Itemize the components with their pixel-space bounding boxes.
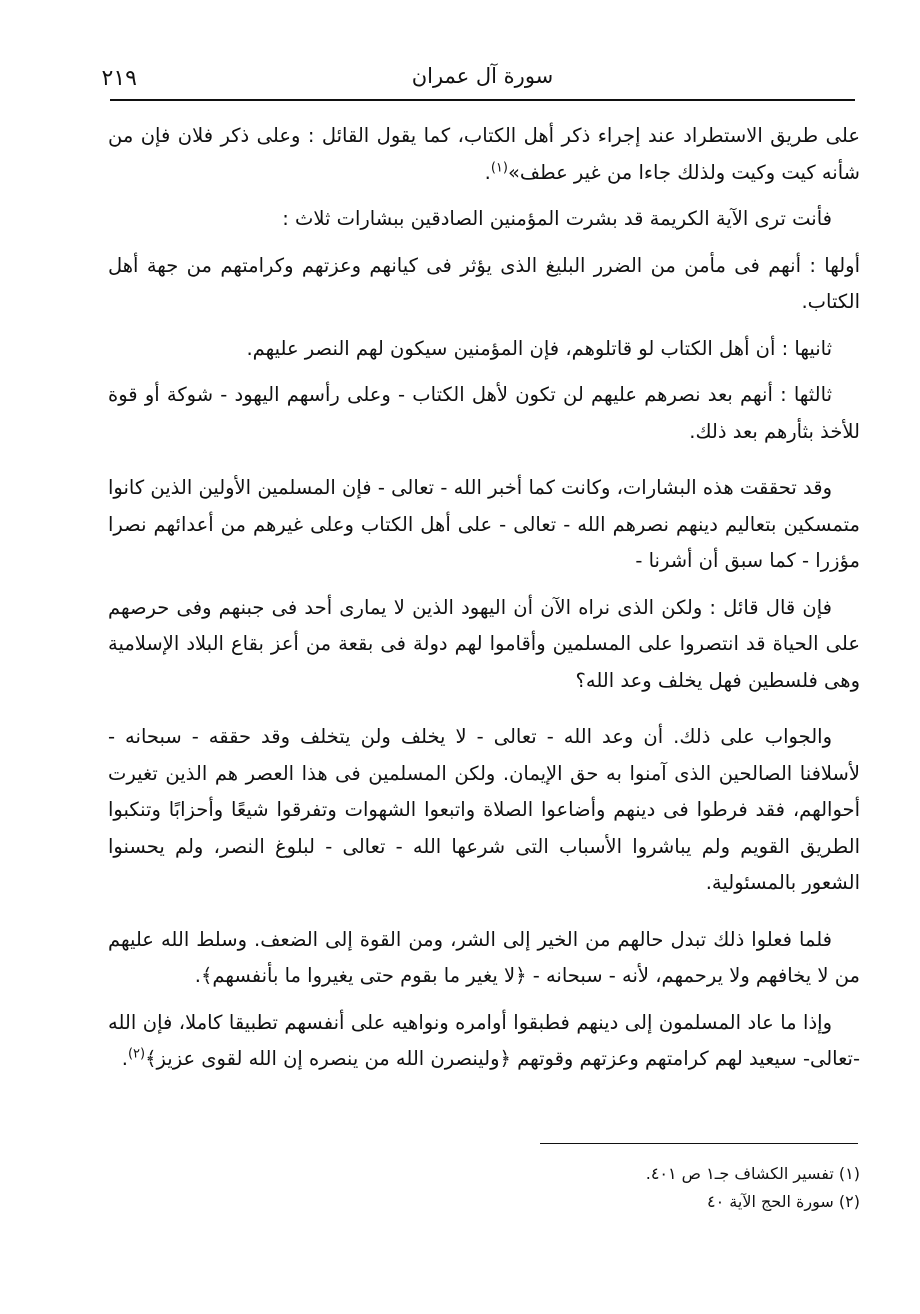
paragraph-7: فإن قال قائل : ولكن الذى نراه الآن أن اليهود الذين لا يمارى أحد فى جبنهم وفى حرصهم على الحياة قد انتصروا على المسلمين وأقاموا لهم دولة فى بقعة من أعز بقاع البلاد الإسلامية وهى فلسطين فهل يخلف وعد الله؟: [108, 595, 860, 692]
footnote-ref-2: (٢): [127, 1046, 146, 1062]
paragraph-8: والجواب على ذلك. أن وعد الله - تعالى - لا يخلف ولن يتخلف وقد حققه - سبحانه - لأسلافنا الصالحين الذى آمنوا به حق الإيمان. ولكن المسلمين فى هذا العصر هم الذين تغيرت أحوالهم، فقد فرطوا فى دينهم وأضاعوا الصلاة واتبعوا الشهوات وتفرقوا شيعًا وأحزابًا وتنكبوا الطريق القويم ولم يباشروا الأسباب التى شرعها الله - تعالى - لبلوغ النصر، ولم يحسنوا الشعور بالمسئولية.: [108, 725, 860, 894]
paragraph-9: فلما فعلوا ذلك تبدل حالهم من الخير إلى الشر، ومن القوة إلى الضعف. وسلط الله عليهم من لا يخافهم ولا يرحمهم، لأنه - سبحانه - ﴿لا يغير ما بقوم حتى يغيروا ما بأنفسهم﴾.: [108, 927, 860, 987]
paragraph-3: أولها : أنهم فى مأمن من الضرر البليغ الذى يؤثر فى كيانهم وعزتهم وكرامتهم من جهة أهل الكتاب.: [108, 253, 860, 313]
paragraph-10: وإذا ما عاد المسلمون إلى دينهم فطبقوا أوامره ونواهيه على أنفسهم تطبيقا كاملا، فإن الله -تعالى- سيعيد لهم كرامتهم وعزتهم وقوتهم ﴿ولينصرن الله من ينصره إن الله لقوى عزيز﴾$^{(٢)}$.: [108, 1010, 860, 1070]
footnotes: [360, 1160, 860, 1216]
header-rule: [110, 99, 855, 101]
paragraph-2: فأنت ترى الآية الكريمة قد بشرت المؤمنين الصادقين ببشارات ثلاث :: [282, 207, 832, 230]
footnote-rule: [540, 1143, 858, 1144]
paragraph-1: على طريق الاستطراد عند إجراء ذكر أهل الكتاب، كما يقول القائل : وعلى ذكر فلان فإن من شأنه كيت وكيت ولذلك جاءا من غير عطف»$^{(١)}$.: [108, 124, 860, 184]
paragraph-4: ثانيها : أن أهل الكتاب لو قاتلوهم، فإن المؤمنين سيكون لهم النصر عليهم.: [246, 336, 832, 360]
footnote-1: (١) تفسير الكشاف جـ١ ص ٤٠١.: [645, 1164, 860, 1183]
page-header: [101, 62, 855, 98]
paragraph-6: وقد تحققت هذه البشارات، وكانت كما أخبر الله - تعالى - فإن المسلمين الأولين الذين كانوا متمسكين بتعاليم دينهم نصرهم الله - تعالى - على أهل الكتاب وعلى غيرهم من أعدائهم نصرا مؤزرا - كما سبق أن أشرنا -: [108, 476, 860, 572]
footnote-2: (٢) سورة الحج الآية ٤٠: [707, 1192, 860, 1211]
page-number: ٢١٩: [101, 66, 137, 91]
footnote-ref-1: (١): [490, 160, 508, 175]
body-text: [108, 118, 860, 1088]
running-title: سورة آل عمران: [411, 64, 554, 88]
paragraph-5: ثالثها : أنهم بعد نصرهم عليهم لن تكون لأهل الكتاب - وعلى رأسهم اليهود - شوكة أو قوة للأخذ بثأرهم بعد ذلك.: [108, 383, 860, 443]
